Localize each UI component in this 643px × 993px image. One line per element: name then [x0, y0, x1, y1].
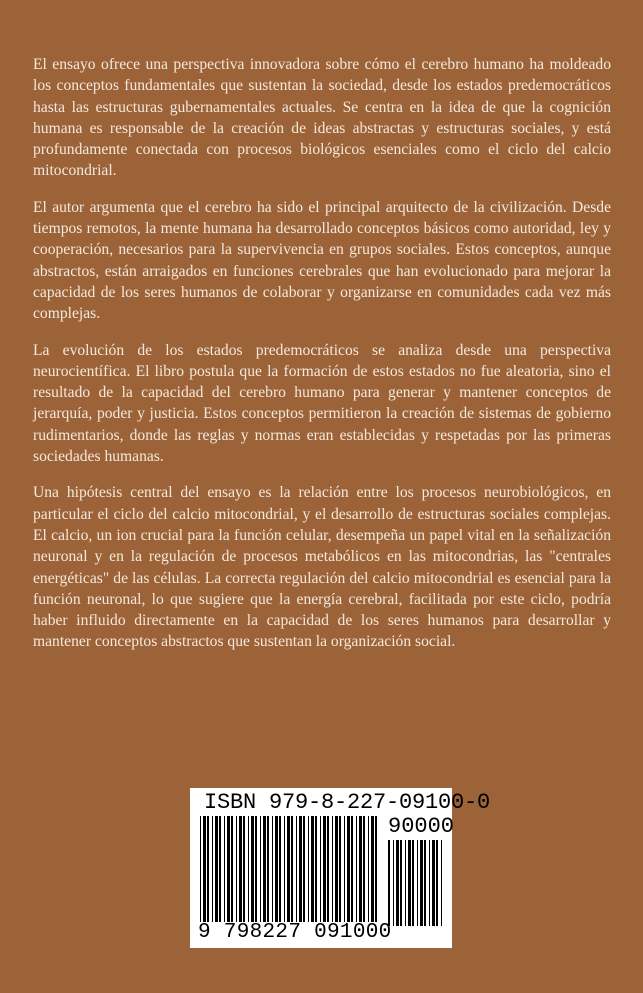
barcode-bar: [308, 816, 309, 922]
barcode-bar: [339, 816, 341, 922]
barcode-bar: [200, 816, 201, 922]
barcode-bar: [248, 816, 249, 922]
barcode-bar: [405, 840, 406, 926]
barcode-bar: [359, 816, 362, 922]
barcode-bar: [212, 816, 213, 922]
barcode-bar: [332, 816, 333, 922]
barcode-bar: [224, 816, 225, 922]
barcode-bar: [429, 840, 430, 926]
barcode-bar: [436, 840, 438, 926]
barcode-bar: [347, 816, 350, 922]
barcode-bar: [284, 816, 285, 922]
barcode-bar: [203, 816, 206, 922]
barcode-bar: [263, 816, 266, 922]
barcode-bar: [417, 840, 418, 926]
barcode-bar: [412, 840, 414, 926]
barcode-bar: [344, 816, 345, 922]
barcode-bar: [207, 816, 209, 922]
barcode-bar: [303, 816, 305, 922]
barcode-bar: [287, 816, 290, 922]
barcode-bar: [227, 816, 230, 922]
barcode-bar: [400, 840, 402, 926]
barcode-bar: [432, 840, 435, 926]
barcode-bar: [441, 840, 442, 926]
addon-barcode-bars: [388, 840, 442, 926]
barcode-bar: [424, 840, 426, 926]
barcode-bar: [279, 816, 281, 922]
barcode-bar: [260, 816, 261, 922]
barcode-bar: [420, 840, 423, 926]
barcode-bar: [231, 816, 233, 922]
barcode-bar: [320, 816, 321, 922]
barcode-bar: [315, 816, 317, 922]
blurb-paragraph-4: Una hipótesis central del ensayo es la relación entre los procesos neurobiológicos, en particular el ciclo del calcio mitocondrial, y el desarrollo de estructuras sociales complejas. El calcio, un ion crucial para la función celular, desempeña un papel vital en la señalización neuronal y en la regulación de procesos metabólicos en las mitocondrias, las "centrales energéticas" de las células. La correcta regulación del calcio mitocondrial es esencial para la función neuronal, lo que sugiere que la energía cerebral, facilitada por este ciclo, podría haber influido directamente en la capacidad de los seres humanos para desarrollar y mantener conceptos abstractos que sustentan la organización social.: [33, 484, 611, 651]
barcode-bar: [393, 840, 394, 926]
barcode-bar: [291, 816, 293, 922]
barcode-bar: [311, 816, 314, 922]
barcode-bar: [388, 840, 390, 926]
barcode-bar: [327, 816, 329, 922]
barcode-bar: [296, 816, 297, 922]
barcode-bar: [236, 816, 237, 922]
barcode-bar: [272, 816, 273, 922]
isbn-barcode-box: [190, 788, 491, 948]
barcode-bar: [239, 816, 242, 922]
isbn-label: ISBN 979-8-227-09100-0: [204, 790, 491, 815]
back-cover-blurb: [33, 54, 611, 668]
barcode-bar: [215, 816, 218, 922]
barcode-bar: [323, 816, 326, 922]
price-code: 90000: [388, 814, 455, 839]
barcode-bar: [375, 816, 377, 922]
barcode-bar: [267, 816, 269, 922]
barcode-bar: [335, 816, 338, 922]
barcode-bar: [219, 816, 221, 922]
barcode-bar: [408, 840, 411, 926]
barcode-bar: [251, 816, 254, 922]
barcode-bar: [363, 816, 365, 922]
barcode-bar: [396, 840, 399, 926]
ean-barcode-bars: [200, 816, 380, 922]
barcode-bar: [255, 816, 257, 922]
barcode-bar: [299, 816, 302, 922]
barcode-bar: [356, 816, 357, 922]
blurb-paragraph-2: El autor argumenta que el cerebro ha sido el principal arquitecto de la civilización. Desde tiempos remotos, la mente humana ha desarrollado conceptos básicos como autoridad, ley y cooperación, necesarios para la supervivencia en grupos sociales. Estos conceptos, aunque abstractos, están arraigados en funciones cerebrales que han evolucionado para mejorar la capacidad de los seres humanos de colaborar y organizarse en comunidades cada vez más complejas.: [33, 198, 611, 323]
blurb-paragraph-3: La evolución de los estados predemocráticos se analiza desde una perspectiva neurocientífica. El libro postula que la formación de estos estados no fue aleatoria, sino el resultado de la capacidad del cerebro humano para generar y mantener conceptos de jerarquía, poder y justicia. Estos conceptos permitieron la creación de sistemas de gobierno rudimentarios, donde las reglas y normas eran establecidas y respetadas por las primeras sociedades humanas.: [33, 341, 611, 466]
barcode-bar: [351, 816, 353, 922]
barcode-bar: [368, 816, 369, 922]
blurb-paragraph-1: El ensayo ofrece una perspectiva innovadora sobre cómo el cerebro humano ha moldeado los conceptos fundamentales que sustentan la sociedad, desde los estados predemocráticos hasta las estructuras gubernamentales actuales. Se centra en la idea de que la cognición humana es responsable de la creación de ideas abstractas y estructuras sociales, y está profundamente conectada con procesos biológicos esenciales como el ciclo del calcio mitocondrial.: [33, 56, 611, 180]
barcode-bar: [275, 816, 278, 922]
barcode-bar: [371, 816, 374, 922]
barcode-bar: [243, 816, 245, 922]
ean-digits: 9 798227 091000: [198, 921, 392, 944]
